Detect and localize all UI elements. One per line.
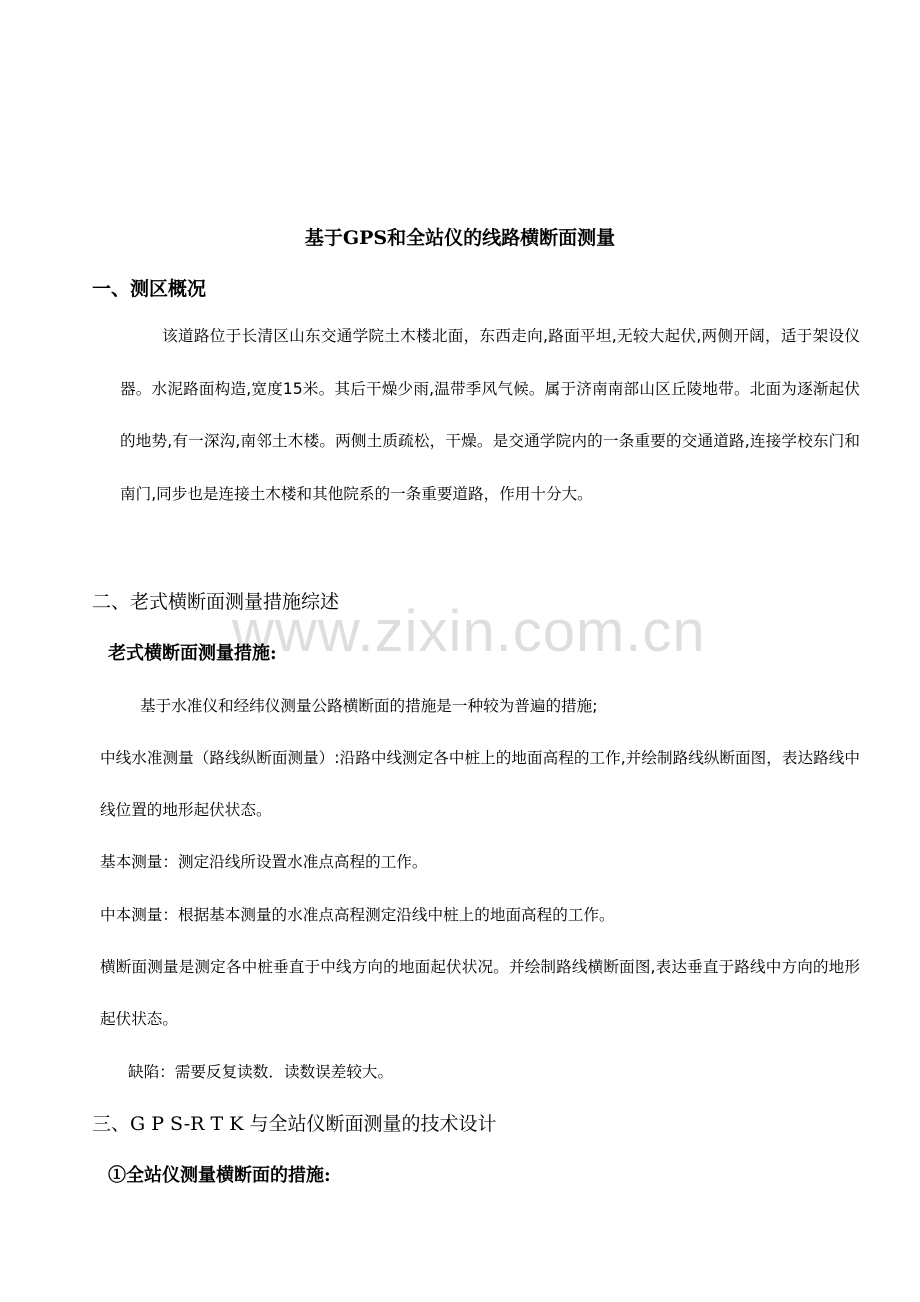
section1-heading: 一、测区概况 [92, 278, 207, 300]
section2-item-middle-survey: 中本测量：根据基本测量的水准点高程测定沿线中桩上的地面高程的工作。 [100, 906, 615, 924]
document-title: 基于GPS和全站仪的线路横断面测量 [304, 227, 616, 249]
section2-intro: 基于水准仪和经纬仪测量公路横断面的措施是一种较为普遍的措施; [140, 697, 598, 715]
section2-item-basic-survey: 基本测量：测定沿线所设置水准点高程的工作。 [100, 853, 428, 871]
section2-defect: 缺陷：需要反复读数．读数误差较大。 [128, 1063, 394, 1081]
section2-subheading: 老式横断面测量措施: [108, 643, 277, 664]
watermark: www.zixin.com.cn [232, 599, 706, 664]
section1-paragraph: 该道路位于长清区山东交通学院土木楼北面，东西走向,路面平坦,无较大起伏,两侧开阔，适于架设仪器。水泥路面构造,宽度15米。其后干燥少雨,温带季风气候。属于济南南部山区丘陵地带。北面为逐渐起伏的地势,有一深沟,南邻土木楼。两侧土质疏松，干燥。是交通学院内的一条重要的交通道路,连接学校东门和南门,同步也是连接土木楼和其他院系的一条重要道路，作用十分大。 [120, 327, 860, 503]
section2-item-centerline-leveling: 中线水准测量（路线纵断面测量）:沿路中线测定各中桩上的地面高程的工作,并绘制路线纵断面图，表达路线中线位置的地形起伏状态。 [100, 749, 860, 819]
section2-heading: 二、老式横断面测量措施综述 [92, 591, 340, 613]
section2-item-cross-section: 横断面测量是测定各中桩垂直于中线方向的地面起伏状况。并绘制路线横断面图,表达垂直于路线中方向的地形起伏状态。 [100, 958, 860, 1028]
section3-heading: 三、G P S-R T K 与全站仪断面测量的技术设计 [92, 1113, 497, 1135]
section3-subheading: ①全站仪测量横断面的措施: [108, 1165, 331, 1186]
